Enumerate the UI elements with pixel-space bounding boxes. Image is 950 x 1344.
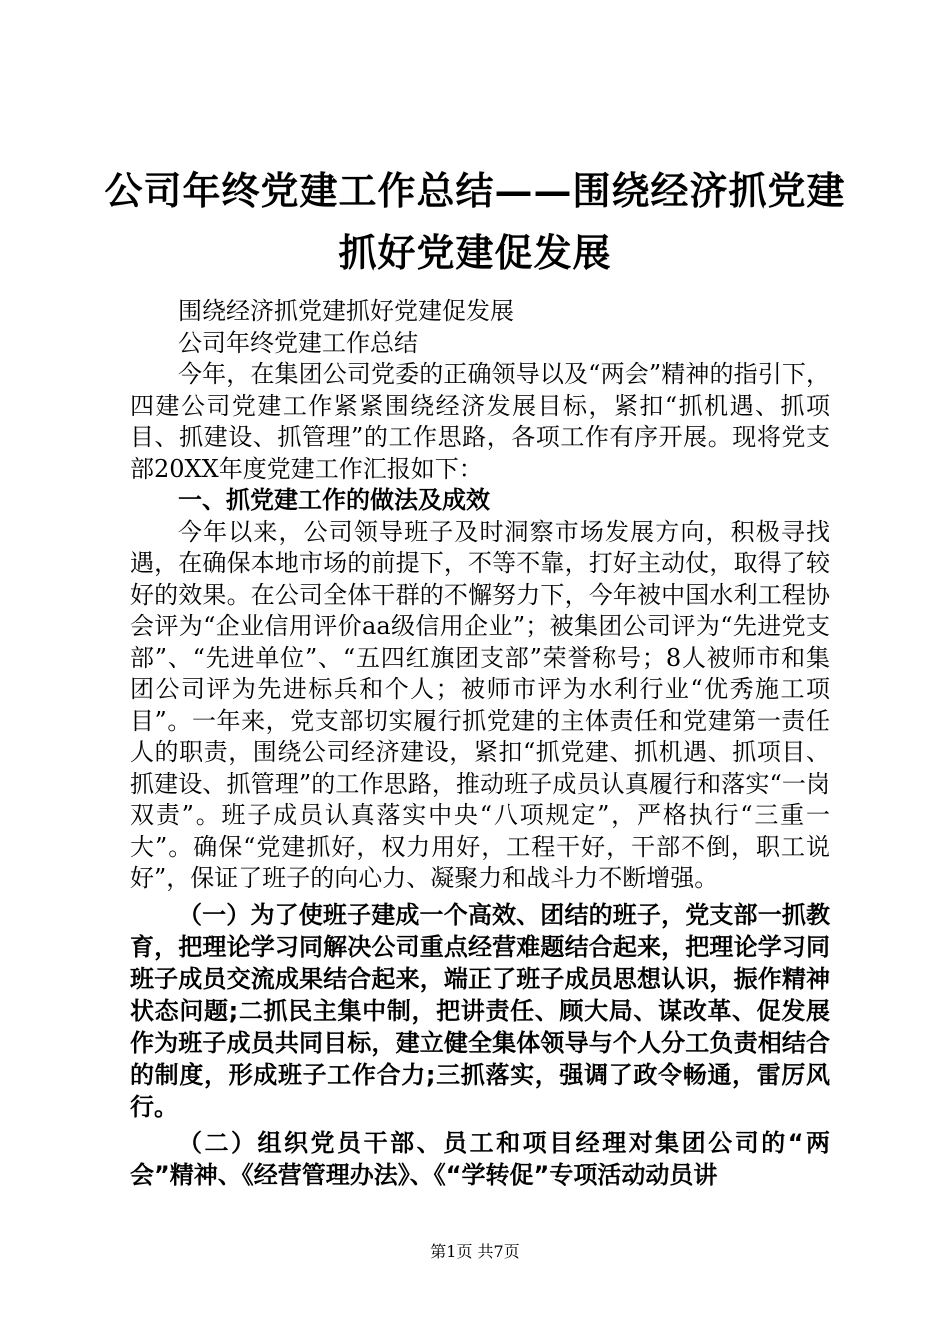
section-heading: 一、抓党建工作的做法及成效 — [178, 486, 490, 514]
document-body — [130, 296, 830, 1191]
point-two-paragraph: （二）组织党员干部、员工和项目经理对集团公司的“两会”精神、《经营管理办法》、《“学转促”专项活动动员讲 — [130, 1128, 830, 1189]
subtitle-line: 围绕经济抓党建抓好党建促发展 — [178, 297, 514, 325]
doc-label-line: 公司年终党建工作总结 — [178, 328, 418, 357]
section-paragraph: 今年以来，公司领导班子及时洞察市场发展方向，积极寻找遇，在确保本地市场的前提下，不等不靠，打好主动仗，取得了较好的效果。在公司全体干群的不懈努力下，今年被中国水利工程协会评为“企业信用评价aa级信用企业”；被集团公司评为“先进党支部”、“先进单位”、“五四红旗团支部”荣誉称号；8人被师市和集团公司评为先进标兵和个人；被师市评为水利行业“优秀施工项目”。一年来，党支部切实履行抓党建的主体责任和党建第一责任人的职责，围绕公司经济建设，紧扣“抓党建、抓机遇、抓项目、抓建设、抓管理”的工作思路，推动班子成员认真履行和落实“一岗双责”。班子成员认真落实中央“八项规定”，严格执行“三重一大”。确保“党建抓好，权力用好，工程干好，干部不倒，职工说好”，保证了班子的向心力、凝聚力和战斗力不断增强。 — [130, 517, 830, 892]
document-title: 公司年终党建工作总结——围绕经济抓党建抓好党建促发展 — [104, 168, 846, 275]
point-one-paragraph: （一）为了使班子建成一个高效、团结的班子，党支部一抓教育，把理论学习同解决公司重点经营难题结合起来，把理论学习同班子成员交流成果结合起来，端正了班子成员思想认识，振作精神状态问题;二抓民主集中制，把讲责任、顾大局、谋改革、促发展作为班子成员共同目标，建立健全集体领导与个人分工负责相结合的制度，形成班子工作合力;三抓落实，强调了政令畅通，雷厉风行。 — [130, 900, 830, 1121]
page-footer — [0, 1242, 950, 1262]
intro-paragraph: 今年，在集团公司党委的正确领导以及“两会”精神的指引下，四建公司党建工作紧紧围绕经济发展目标，紧扣“抓机遇、抓项目、抓建设、抓管理”的工作思路，各项工作有序开展。现将党支部20XX年度党建工作汇报如下： — [130, 360, 830, 483]
page-indicator: 第1页 共7页 — [430, 1242, 520, 1261]
